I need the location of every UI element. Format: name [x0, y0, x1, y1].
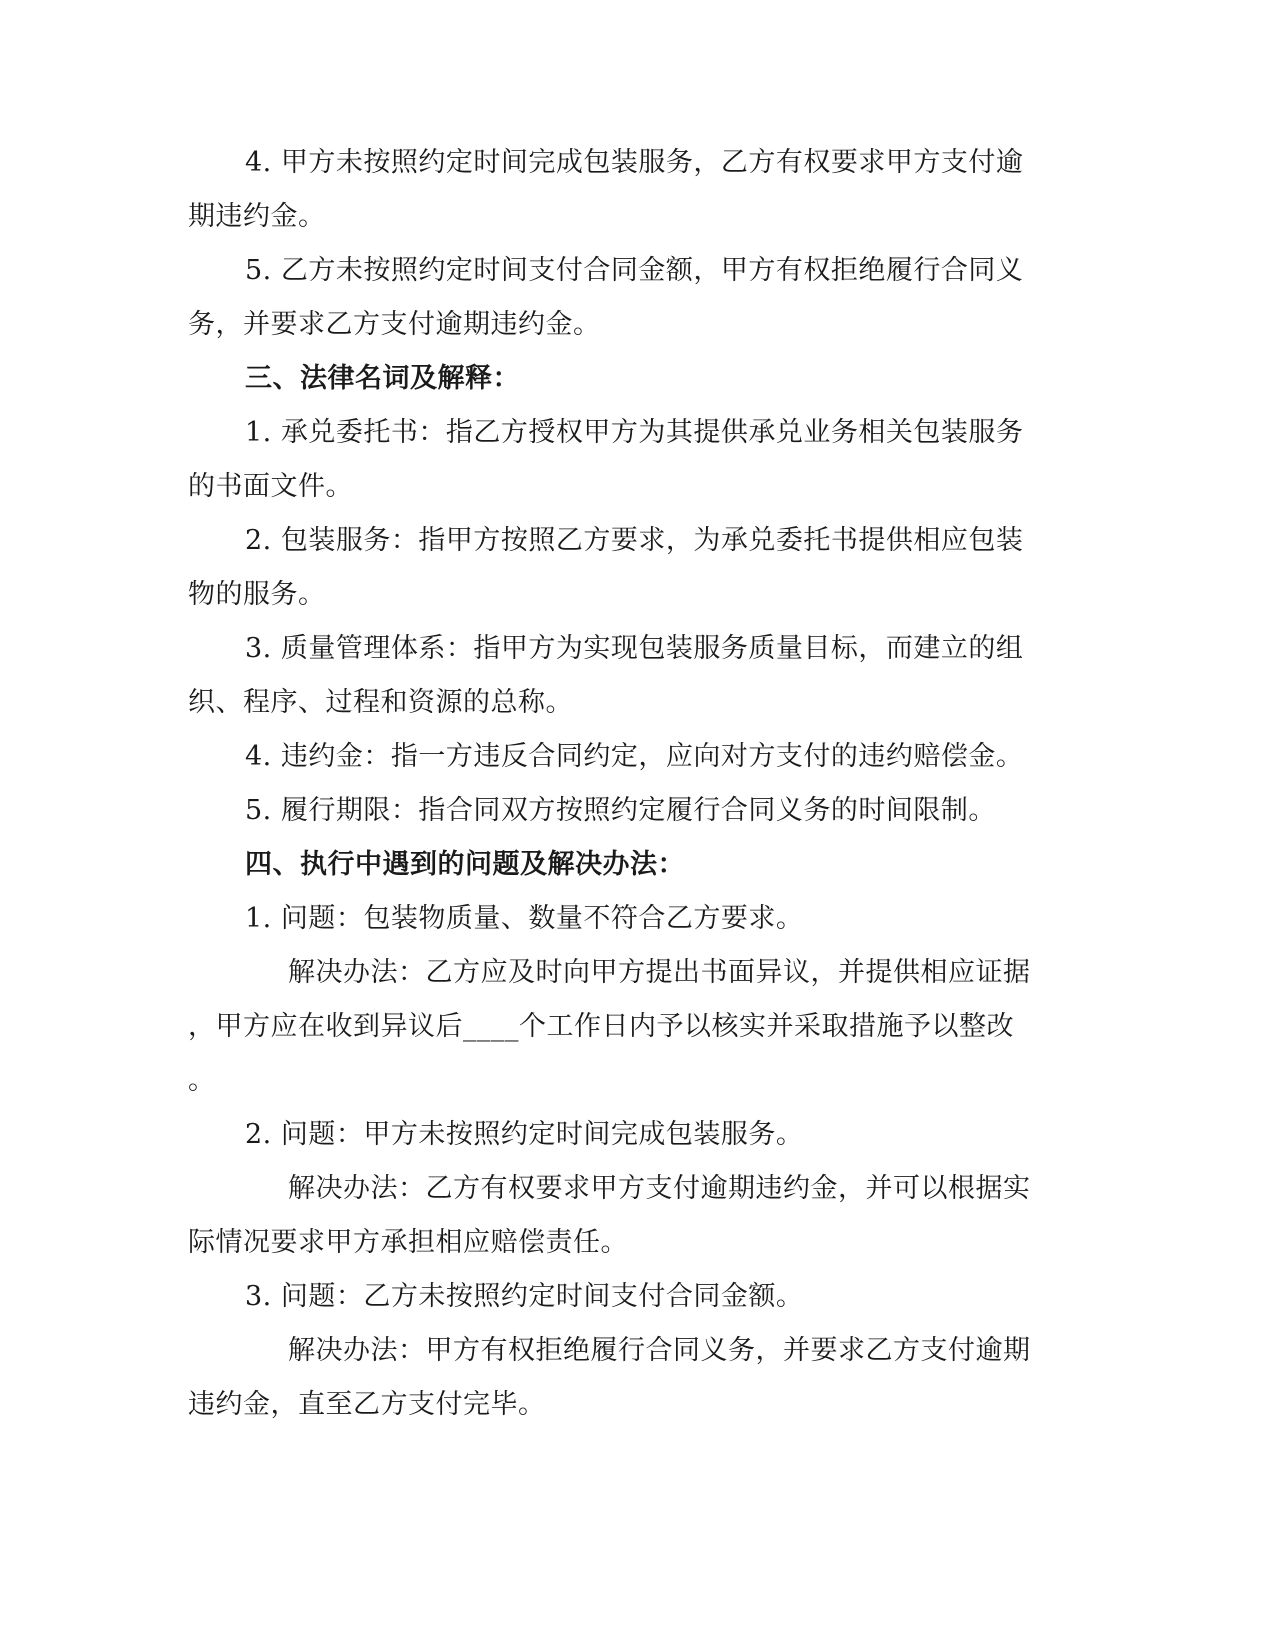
term-1-line1: 1. 承兑委托书：指乙方授权甲方为其提供承兑业务相关包装服务 [245, 417, 1024, 448]
section-heading-legal-terms: 三、法律名词及解释： [245, 363, 520, 394]
term-3-line1: 3. 质量管理体系：指甲方为实现包装服务质量目标，而建立的组 [245, 633, 1024, 664]
issue-1-solution-line3: 。 [188, 1065, 216, 1096]
issue-2-problem: 2. 问题：甲方未按照约定时间完成包装服务。 [245, 1119, 804, 1150]
issue-3-solution-line1: 解决办法：甲方有权拒绝履行合同义务，并要求乙方支付逾期 [288, 1335, 1031, 1366]
clause-penalty-4-line2: 期违约金。 [188, 201, 326, 232]
clause-penalty-4-line1: 4. 甲方未按照约定时间完成包装服务，乙方有权要求甲方支付逾 [245, 147, 1024, 178]
issue-1-problem: 1. 问题：包装物质量、数量不符合乙方要求。 [245, 903, 804, 934]
term-2-line2: 物的服务。 [188, 579, 326, 610]
term-4: 4. 违约金：指一方违反合同约定，应向对方支付的违约赔偿金。 [245, 741, 1024, 772]
term-1-line2: 的书面文件。 [188, 471, 353, 502]
term-3-line2: 织、程序、过程和资源的总称。 [188, 687, 573, 718]
clause-penalty-5-line1: 5. 乙方未按照约定时间支付合同金额，甲方有权拒绝履行合同义 [245, 255, 1024, 286]
issue-2-solution-line2: 际情况要求甲方承担相应赔偿责任。 [188, 1227, 628, 1258]
issue-1-solution-line1: 解决办法：乙方应及时向甲方提出书面异议，并提供相应证据 [288, 957, 1031, 988]
issue-3-problem: 3. 问题：乙方未按照约定时间支付合同金额。 [245, 1281, 804, 1312]
issue-3-solution-line2: 违约金，直至乙方支付完毕。 [188, 1389, 546, 1420]
section-heading-issues: 四、执行中遇到的问题及解决办法： [245, 849, 685, 880]
clause-penalty-5-line2: 务，并要求乙方支付逾期违约金。 [188, 309, 601, 340]
term-5: 5. 履行期限：指合同双方按照约定履行合同义务的时间限制。 [245, 795, 996, 826]
issue-1-solution-line2: ，甲方应在收到异议后____个工作日内予以核实并采取措施予以整改 [188, 1011, 1014, 1042]
issue-2-solution-line1: 解决办法：乙方有权要求甲方支付逾期违约金，并可以根据实 [288, 1173, 1031, 1204]
term-2-line1: 2. 包装服务：指甲方按照乙方要求，为承兑委托书提供相应包装 [245, 525, 1024, 556]
